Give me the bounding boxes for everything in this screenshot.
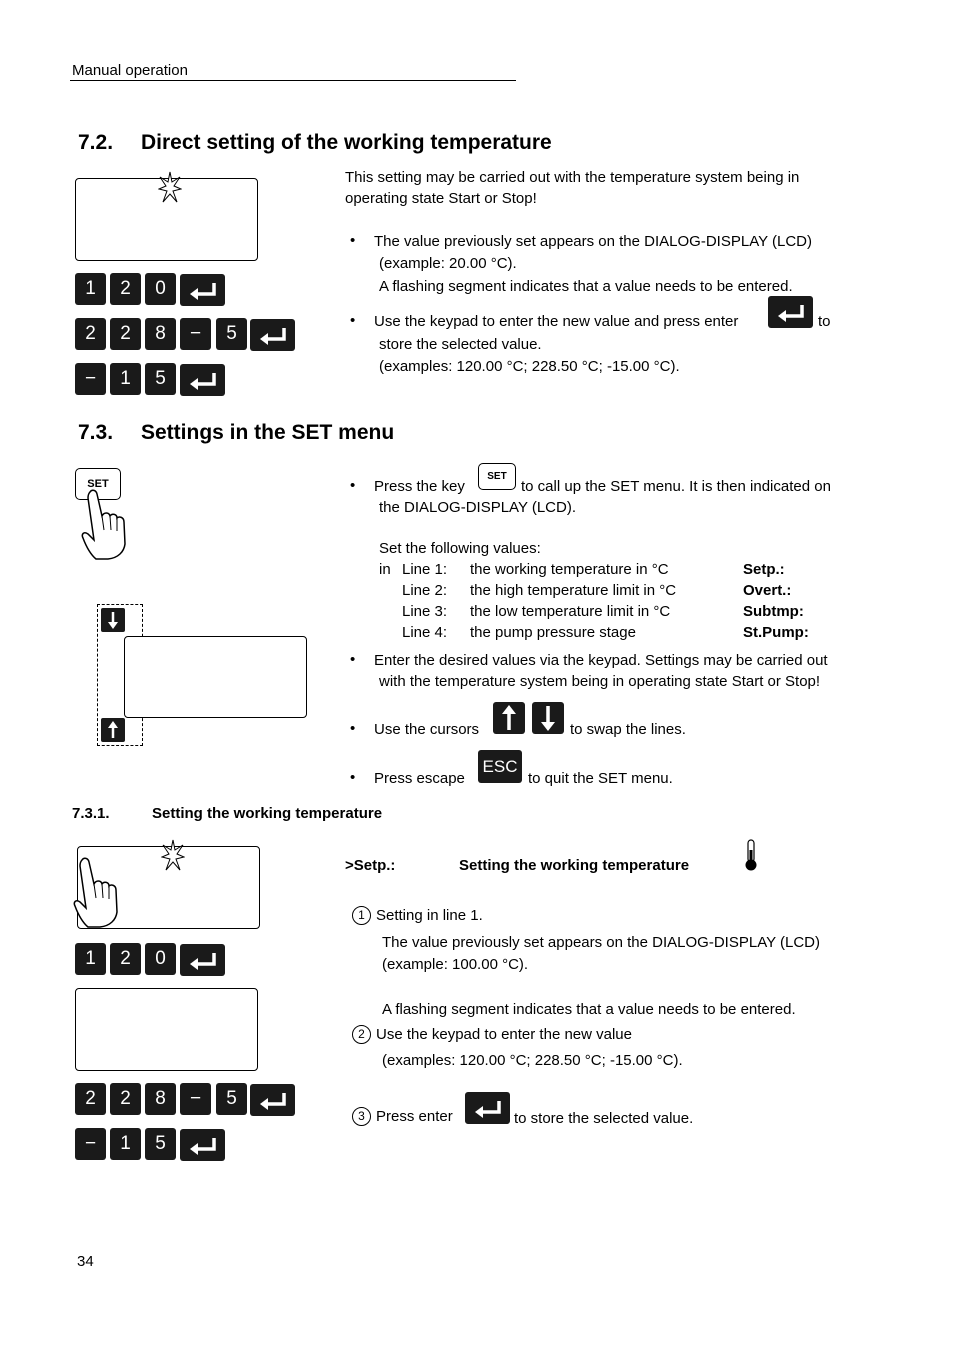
key-digit[interactable]: 1 (110, 363, 141, 395)
paragraph: operating state Start or Stop! (345, 190, 537, 207)
key-digit[interactable]: 5 (145, 363, 176, 395)
pointing-hand-icon (72, 856, 120, 930)
pointing-hand-icon (80, 488, 128, 562)
esc-key[interactable]: ESC (478, 750, 522, 783)
cursor-up-key[interactable] (101, 718, 125, 742)
paragraph: A flashing segment indicates that a value needs to be entered. (379, 278, 793, 295)
line-param: Overt.: (743, 582, 792, 599)
bullet-icon: • (350, 232, 356, 249)
key-minus-point[interactable]: − (75, 363, 106, 395)
key-digit[interactable]: 0 (145, 943, 176, 975)
bullet-icon: • (350, 312, 356, 329)
running-header: Manual operation (72, 62, 188, 79)
paragraph: This setting may be carried out with the temperature system being in (345, 169, 800, 186)
line-label: Line 3: (402, 603, 448, 620)
line-desc: the high temperature limit in °C (470, 582, 677, 599)
paragraph: The value previously set appears on the DIALOG-DISPLAY (LCD) (382, 934, 820, 951)
lcd-display (75, 988, 258, 1071)
enter-arrow-icon (250, 319, 295, 351)
enter-key[interactable] (180, 364, 225, 396)
key-minus-point[interactable]: − (75, 1128, 106, 1160)
enter-arrow-icon (180, 364, 225, 396)
enter-key[interactable] (465, 1092, 510, 1124)
bullet-icon: • (350, 720, 356, 737)
key-minus-point[interactable]: − (180, 318, 211, 350)
paragraph: (examples: 120.00 °C; 228.50 °C; -15.00 °C). (379, 358, 680, 375)
cursor-down-key[interactable] (101, 608, 125, 632)
line-label: Line 1: (402, 561, 448, 578)
line-desc: the working temperature in °C (470, 561, 669, 578)
paragraph: with the temperature system being in operating state Start or Stop! (379, 673, 821, 690)
cursor-up-key[interactable] (493, 702, 525, 734)
paragraph: to quit the SET menu. (528, 770, 673, 787)
paragraph: the DIALOG-DISPLAY (LCD). (379, 499, 577, 516)
paragraph: Press the key (374, 478, 465, 495)
section-7-3-title: Settings in the SET menu (141, 421, 395, 444)
enter-key[interactable] (180, 1129, 225, 1161)
key-digit[interactable]: 0 (145, 273, 176, 305)
paragraph: Enter the desired values via the keypad. Settings may be carried out (374, 652, 828, 669)
line-param: Setp.: (743, 561, 785, 578)
paragraph: Use the cursors (374, 721, 480, 738)
paragraph: to store the selected value. (514, 1110, 694, 1127)
step-1: 1 Setting in line 1. (352, 905, 483, 926)
key-digit[interactable]: 2 (110, 1083, 141, 1115)
bullet-icon: • (350, 477, 356, 494)
line-param: Subtmp: (743, 603, 804, 620)
key-minus-point[interactable]: − (180, 1083, 211, 1115)
enter-key[interactable] (180, 274, 225, 306)
step-2: 2 Use the keypad to enter the new value (352, 1024, 632, 1045)
step-3: 3 Press enter (352, 1106, 453, 1127)
paragraph: to swap the lines. (570, 721, 686, 738)
cursor-down-icon (532, 702, 564, 734)
section-7-3-1-title: Setting the working temperature (152, 805, 383, 822)
key-digit[interactable]: 1 (110, 1128, 141, 1160)
section-7-3-number: 7.3. (78, 421, 114, 444)
key-digit[interactable]: 1 (75, 943, 106, 975)
paragraph: Set the following values: (379, 540, 541, 557)
cursor-down-icon (101, 608, 125, 632)
paragraph: Press escape (374, 770, 465, 787)
key-digit[interactable]: 2 (110, 273, 141, 305)
enter-key[interactable] (180, 944, 225, 976)
paragraph: The value previously set appears on the DIALOG-DISPLAY (LCD) (374, 233, 812, 250)
cursor-up-icon (101, 718, 125, 742)
key-digit[interactable]: 2 (75, 318, 106, 350)
line-desc: the low temperature limit in °C (470, 603, 671, 620)
key-digit[interactable]: 5 (216, 318, 247, 350)
step-number: 2 (352, 1025, 371, 1044)
key-digit[interactable]: 8 (145, 318, 176, 350)
section-7-2-title: Direct setting of the working temperature (141, 131, 552, 154)
key-digit[interactable]: 2 (110, 943, 141, 975)
page-number: 34 (77, 1253, 94, 1270)
step-number: 1 (352, 906, 371, 925)
flashing-segment-icon (158, 171, 182, 205)
param-name: >Setp.: (345, 857, 396, 874)
flashing-segment-icon (161, 839, 185, 873)
lcd-display (124, 636, 307, 718)
paragraph: to (818, 313, 831, 330)
enter-arrow-icon (180, 274, 225, 306)
section-7-2-number: 7.2. (78, 131, 114, 154)
param-title: Setting the working temperature (459, 857, 690, 874)
cursor-up-icon (493, 702, 525, 734)
key-digit[interactable]: 5 (216, 1083, 247, 1115)
key-digit[interactable]: 2 (75, 1083, 106, 1115)
enter-arrow-icon (180, 1129, 225, 1161)
line-param: St.Pump: (743, 624, 809, 641)
paragraph: A flashing segment indicates that a value needs to be entered. (382, 1001, 796, 1018)
enter-arrow-icon (768, 296, 813, 328)
enter-key[interactable] (250, 1084, 295, 1116)
paragraph: Use the keypad to enter the new value and press enter (374, 313, 739, 330)
line-desc: the pump pressure stage (470, 624, 636, 641)
paragraph: to call up the SET menu. It is then indicated on (521, 478, 831, 495)
paragraph: (example: 100.00 °C). (382, 956, 529, 973)
line-label: Line 2: (402, 582, 448, 599)
enter-arrow-icon (465, 1092, 510, 1124)
enter-arrow-icon (250, 1084, 295, 1116)
enter-key[interactable] (768, 296, 813, 328)
label-in: in (379, 561, 391, 578)
set-key[interactable]: SET (478, 463, 516, 490)
paragraph: (examples: 120.00 °C; 228.50 °C; -15.00 °C). (382, 1052, 683, 1069)
header-rule (70, 80, 516, 81)
key-digit[interactable]: 1 (75, 273, 106, 305)
paragraph: store the selected value. (379, 336, 542, 353)
cursor-down-key[interactable] (532, 702, 564, 734)
line-label: Line 4: (402, 624, 448, 641)
thermometer-icon (743, 838, 759, 872)
bullet-icon: • (350, 651, 356, 668)
set-key[interactable]: SET (75, 468, 121, 500)
key-digit[interactable]: 8 (145, 1083, 176, 1115)
key-digit[interactable]: 5 (145, 1128, 176, 1160)
paragraph: (example: 20.00 °C). (379, 255, 517, 272)
key-digit[interactable]: 2 (110, 318, 141, 350)
step-number: 3 (352, 1107, 371, 1126)
enter-arrow-icon (180, 944, 225, 976)
bullet-icon: • (350, 769, 356, 786)
section-7-3-1-number: 7.3.1. (72, 805, 110, 822)
enter-key[interactable] (250, 319, 295, 351)
